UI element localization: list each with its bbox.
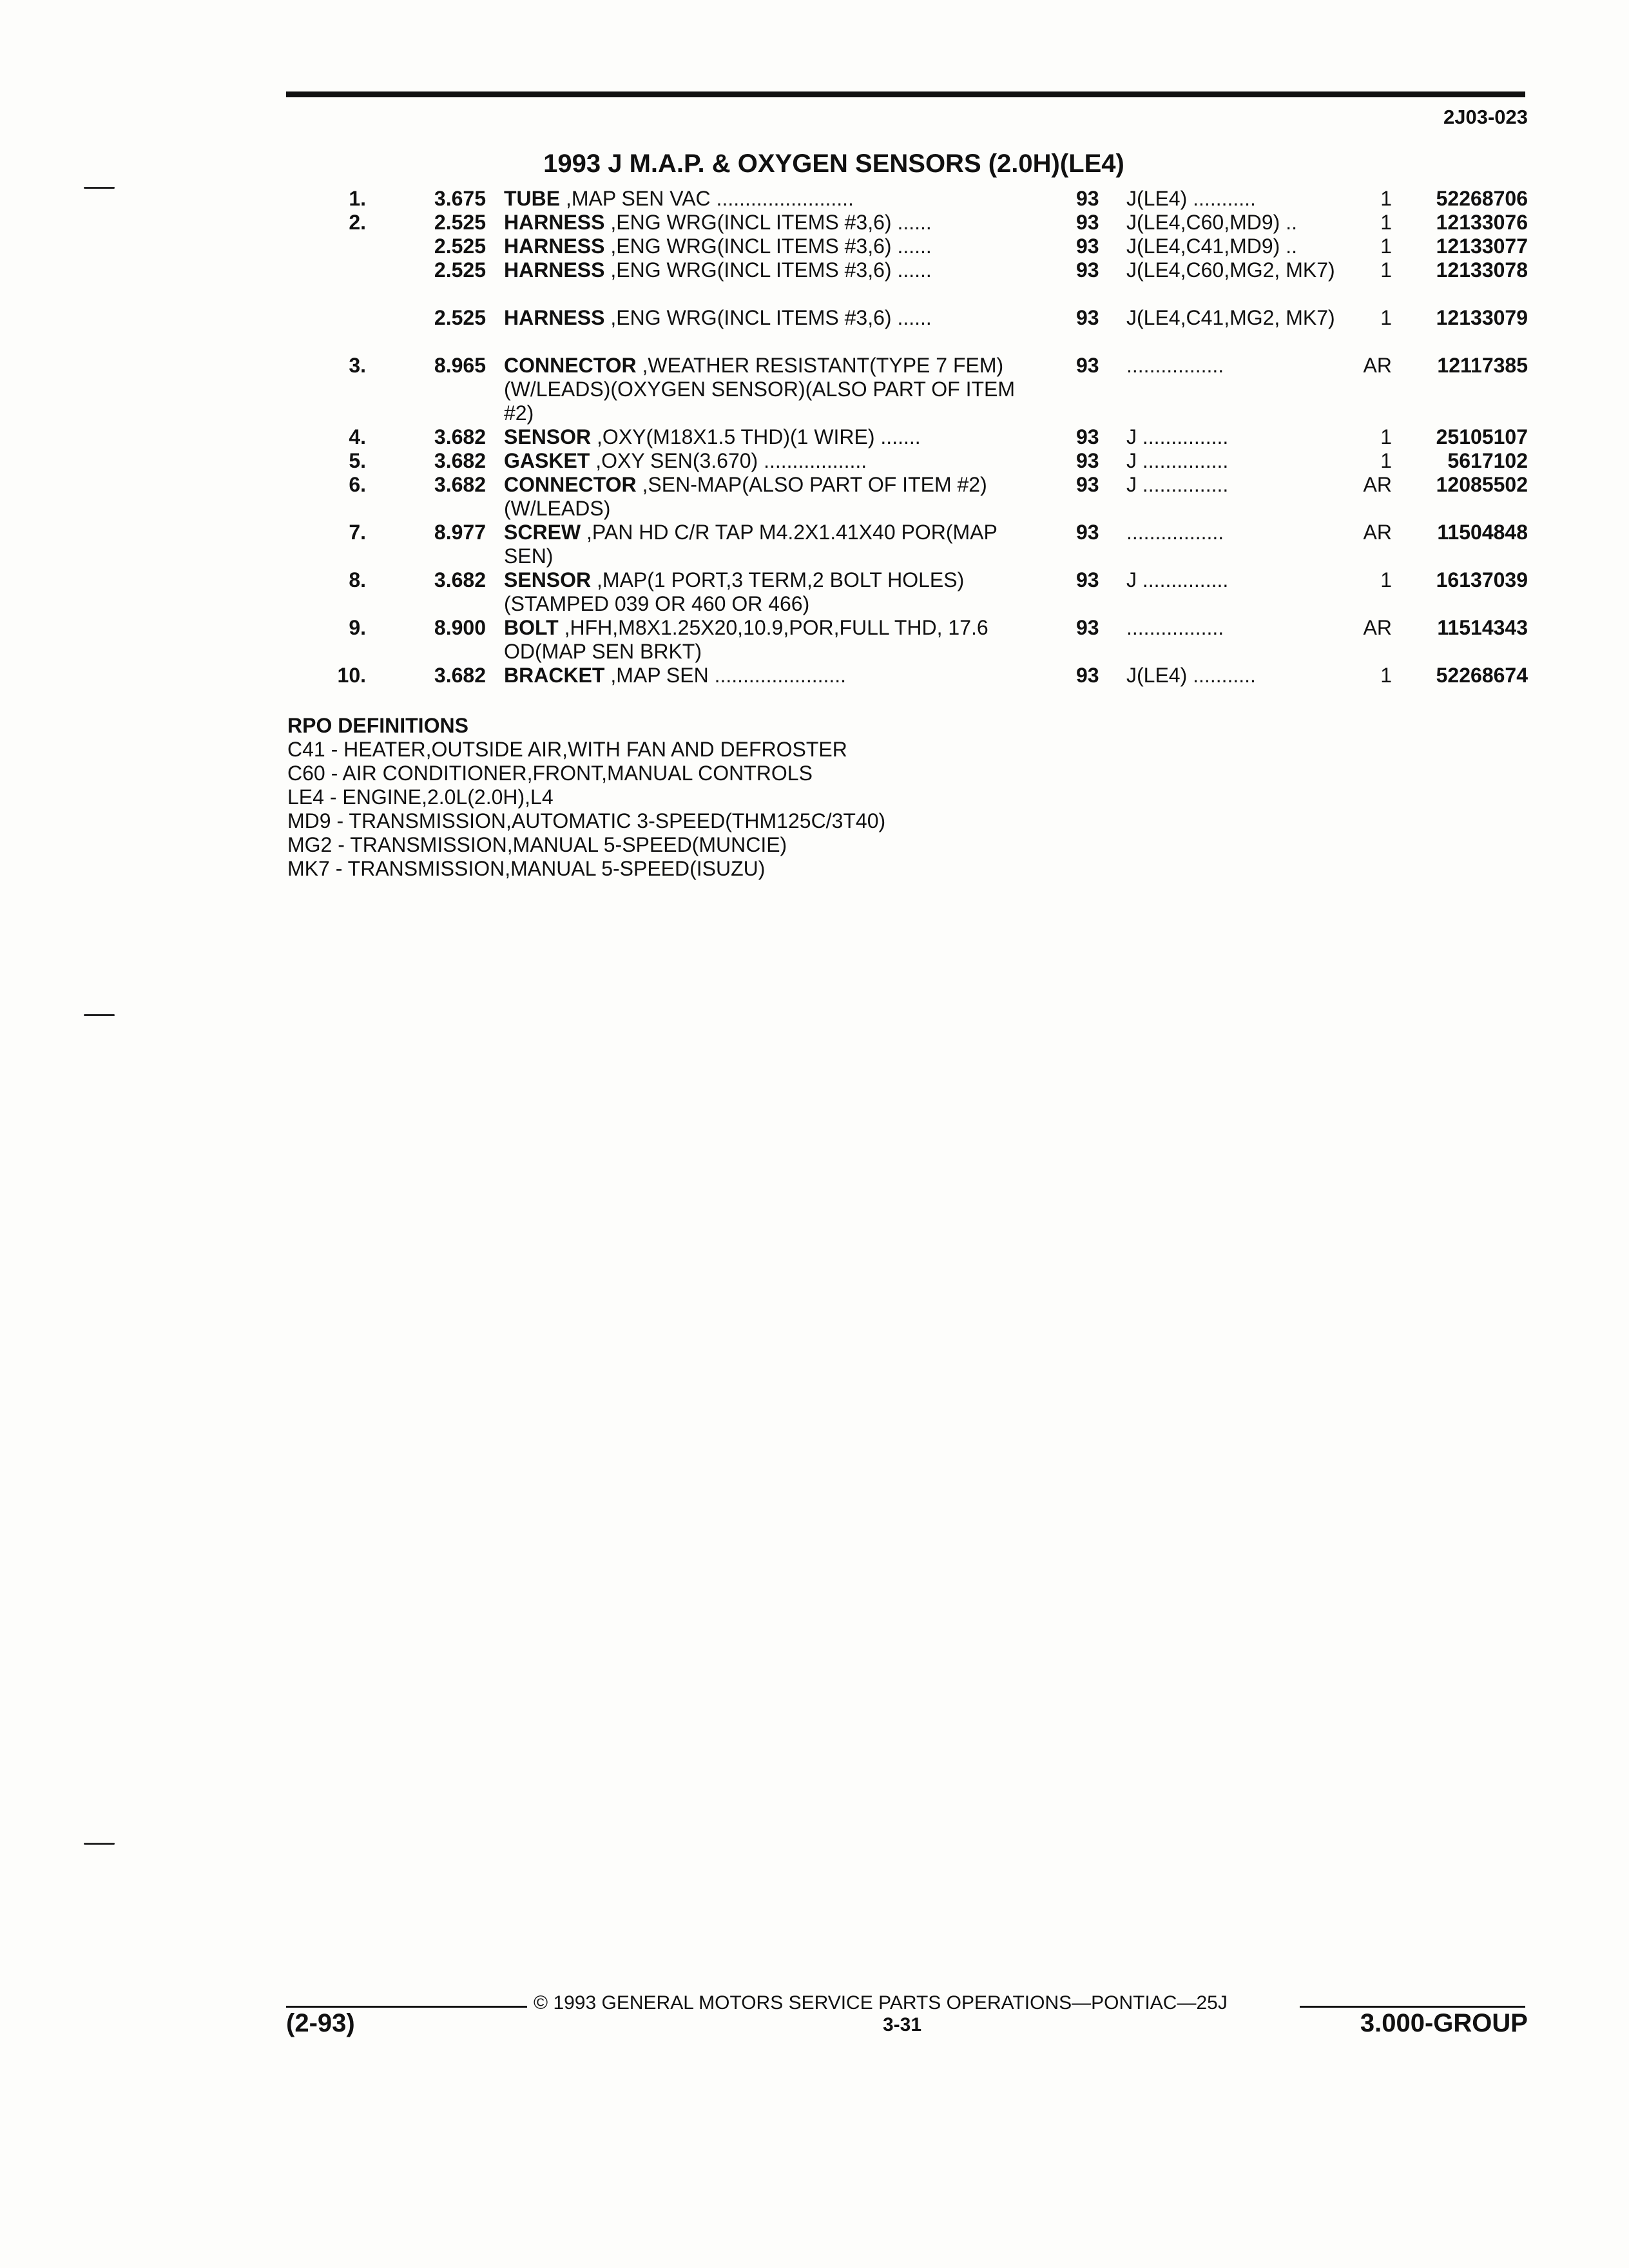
group-number: 2.525 — [434, 235, 486, 258]
group-number: 3.682 — [434, 664, 486, 687]
part-description — [504, 187, 1032, 211]
part-detail: ,ENG WRG(INCL ITEMS #3,6) ...... — [604, 235, 932, 258]
part-description — [504, 473, 1032, 521]
group-number: 8.900 — [434, 616, 486, 639]
part-row — [0, 521, 1629, 568]
series-code: J ............... — [1126, 473, 1229, 496]
part-number: 52268706 — [1436, 187, 1528, 210]
part-number: 12133078 — [1436, 258, 1528, 282]
part-name: BRACKET — [504, 664, 605, 687]
rpo-heading: RPO DEFINITIONS — [287, 714, 468, 737]
quantity: AR — [1363, 616, 1392, 639]
quantity: 1 — [1380, 306, 1392, 329]
part-detail: ,WEATHER RESISTANT(TYPE 7 FEM)(W/LEADS)(OXYGEN SENSOR)(ALSO PART OF ITEM #2) — [504, 354, 1015, 425]
part-name: GASKET — [504, 449, 590, 472]
part-row — [0, 306, 1629, 354]
part-number: 12133079 — [1436, 306, 1528, 329]
group-number: 8.977 — [434, 521, 486, 544]
model-year: 93 — [1076, 258, 1099, 282]
part-detail: ,OXY(M18X1.5 THD)(1 WIRE) ....... — [591, 425, 921, 448]
model-year: 93 — [1076, 235, 1099, 258]
model-year: 93 — [1076, 568, 1099, 591]
series-code: ................. — [1126, 616, 1224, 639]
rpo-item: C60 - AIR CONDITIONER,FRONT,MANUAL CONTROLS — [287, 762, 813, 785]
part-description — [504, 258, 1032, 282]
quantity: 1 — [1380, 425, 1392, 448]
punch-mark — [84, 1843, 115, 1845]
series-code: J ............... — [1126, 568, 1229, 591]
quantity: 1 — [1380, 449, 1392, 472]
part-number: 12133076 — [1436, 211, 1528, 234]
model-year: 93 — [1076, 354, 1099, 377]
quantity: 1 — [1380, 664, 1392, 687]
item-number: 7. — [349, 521, 366, 544]
part-description — [504, 211, 1032, 235]
quantity: AR — [1363, 473, 1392, 496]
part-number: 12085502 — [1436, 473, 1528, 496]
part-description — [504, 354, 1032, 425]
rpo-item: MK7 - TRANSMISSION,MANUAL 5-SPEED(ISUZU) — [287, 857, 766, 880]
item-number: 1. — [349, 187, 366, 210]
header-rule — [286, 91, 1525, 97]
part-detail: ,ENG WRG(INCL ITEMS #3,6) ...... — [604, 258, 932, 282]
part-number: 16137039 — [1436, 568, 1528, 591]
part-number: 25105107 — [1436, 425, 1528, 448]
quantity: 1 — [1380, 258, 1392, 282]
part-number: 5617102 — [1447, 449, 1528, 472]
item-number: 2. — [349, 211, 366, 234]
part-description — [504, 521, 1032, 568]
model-year: 93 — [1076, 473, 1099, 496]
part-name: HARNESS — [504, 211, 605, 234]
part-description — [504, 568, 1032, 616]
part-row — [0, 473, 1629, 521]
part-name: SCREW — [504, 521, 581, 544]
page-code: 2J03-023 — [1443, 106, 1528, 128]
parts-list — [0, 187, 1629, 687]
series-code: J ............... — [1126, 425, 1229, 448]
item-number: 3. — [349, 354, 366, 377]
part-description — [504, 425, 1032, 449]
group-number: 8.965 — [434, 354, 486, 377]
part-number: 52268674 — [1436, 664, 1528, 687]
series-code: J(LE4) ........... — [1126, 187, 1256, 210]
part-detail: ,MAP SEN ....................... — [604, 664, 847, 687]
part-description — [504, 235, 1032, 258]
group-number: 2.525 — [434, 258, 486, 282]
series-code: J ............... — [1126, 449, 1229, 472]
model-year: 93 — [1076, 211, 1099, 234]
quantity: 1 — [1380, 235, 1392, 258]
model-year: 93 — [1076, 425, 1099, 448]
item-number: 5. — [349, 449, 366, 472]
series-code: J(LE4) ........... — [1126, 664, 1256, 687]
group-number: 3.682 — [434, 425, 486, 448]
rpo-definitions — [287, 714, 885, 881]
group-number: 3.675 — [434, 187, 486, 210]
group-number: 2.525 — [434, 306, 486, 329]
part-detail: ,PAN HD C/R TAP M4.2X1.41X40 POR(MAP SEN) — [504, 521, 998, 568]
part-name: HARNESS — [504, 235, 605, 258]
part-name: SENSOR — [504, 425, 592, 448]
part-detail: ,ENG WRG(INCL ITEMS #3,6) ...... — [604, 306, 932, 329]
model-year: 93 — [1076, 306, 1099, 329]
item-number: 6. — [349, 473, 366, 496]
part-number: 11514343 — [1437, 616, 1528, 639]
part-row — [0, 449, 1629, 473]
quantity: 1 — [1380, 187, 1392, 210]
quantity: AR — [1363, 354, 1392, 377]
part-row — [0, 616, 1629, 664]
footer-rule-right — [1300, 2006, 1525, 2008]
rpo-item: MG2 - TRANSMISSION,MANUAL 5-SPEED(MUNCIE) — [287, 833, 787, 856]
part-detail: ,SEN-MAP(ALSO PART OF ITEM #2)(W/LEADS) — [504, 473, 987, 520]
copyright: © 1993 GENERAL MOTORS SERVICE PARTS OPERATIONS—PONTIAC—25J — [534, 1992, 1228, 2013]
model-year: 93 — [1076, 664, 1099, 687]
part-detail: ,OXY SEN(3.670) .................. — [590, 449, 867, 472]
group-number: 3.682 — [434, 568, 486, 591]
part-name: HARNESS — [504, 306, 605, 329]
part-row — [0, 354, 1629, 425]
part-detail: ,ENG WRG(INCL ITEMS #3,6) ...... — [604, 211, 932, 234]
part-name: HARNESS — [504, 258, 605, 282]
part-number: 12133077 — [1436, 235, 1528, 258]
series-code: J(LE4,C60,MG2, MK7) — [1126, 258, 1335, 282]
page-number: 3-31 — [883, 2014, 922, 2035]
group-code: 3.000-GROUP — [1360, 2009, 1528, 2037]
model-year: 93 — [1076, 521, 1099, 544]
punch-mark — [84, 187, 115, 189]
series-code: ................. — [1126, 521, 1224, 544]
part-row — [0, 664, 1629, 687]
part-description — [504, 664, 1032, 687]
part-name: CONNECTOR — [504, 473, 637, 496]
model-year: 93 — [1076, 187, 1099, 210]
quantity: 1 — [1380, 211, 1392, 234]
part-number: 12117385 — [1437, 354, 1528, 377]
group-number: 3.682 — [434, 473, 486, 496]
model-year: 93 — [1076, 616, 1099, 639]
part-name: CONNECTOR — [504, 354, 637, 377]
item-number: 4. — [349, 425, 366, 448]
rpo-item: C41 - HEATER,OUTSIDE AIR,WITH FAN AND DEFROSTER — [287, 738, 847, 761]
footer-rule-left — [286, 2006, 527, 2008]
part-row — [0, 235, 1629, 258]
part-description — [504, 306, 1032, 330]
group-number: 3.682 — [434, 449, 486, 472]
quantity: 1 — [1380, 568, 1392, 591]
item-number: 8. — [349, 568, 366, 591]
part-row — [0, 258, 1629, 306]
part-row — [0, 425, 1629, 449]
part-detail: ,MAP SEN VAC ........................ — [560, 187, 854, 210]
item-number: 10. — [337, 664, 366, 687]
part-name: TUBE — [504, 187, 561, 210]
series-code: ................. — [1126, 354, 1224, 377]
part-name: SENSOR — [504, 568, 592, 591]
part-detail: ,MAP(1 PORT,3 TERM,2 BOLT HOLES) (STAMPED 039 OR 460 OR 466) — [504, 568, 965, 615]
series-code: J(LE4,C60,MD9) .. — [1126, 211, 1297, 234]
quantity: AR — [1363, 521, 1392, 544]
rpo-item: MD9 - TRANSMISSION,AUTOMATIC 3-SPEED(THM125C/3T40) — [287, 809, 886, 832]
part-row — [0, 211, 1629, 235]
series-code: J(LE4,C41,MG2, MK7) — [1126, 306, 1335, 329]
part-number: 11504848 — [1437, 521, 1528, 544]
group-number: 2.525 — [434, 211, 486, 234]
part-description — [504, 616, 1032, 664]
page-title: 1993 J M.A.P. & OXYGEN SENSORS (2.0H)(LE4) — [543, 149, 1124, 178]
part-detail: ,HFH,M8X1.25X20,10.9,POR,FULL THD, 17.6 OD(MAP SEN BRKT) — [504, 616, 988, 663]
date-code: (2-93) — [286, 2009, 355, 2037]
punch-mark — [84, 1014, 115, 1016]
rpo-item: LE4 - ENGINE,2.0L(2.0H),L4 — [287, 785, 554, 809]
item-number: 9. — [349, 616, 366, 639]
part-description — [504, 449, 1032, 473]
model-year: 93 — [1076, 449, 1099, 472]
series-code: J(LE4,C41,MD9) .. — [1126, 235, 1297, 258]
part-row — [0, 187, 1629, 211]
part-name: BOLT — [504, 616, 559, 639]
part-row — [0, 568, 1629, 616]
